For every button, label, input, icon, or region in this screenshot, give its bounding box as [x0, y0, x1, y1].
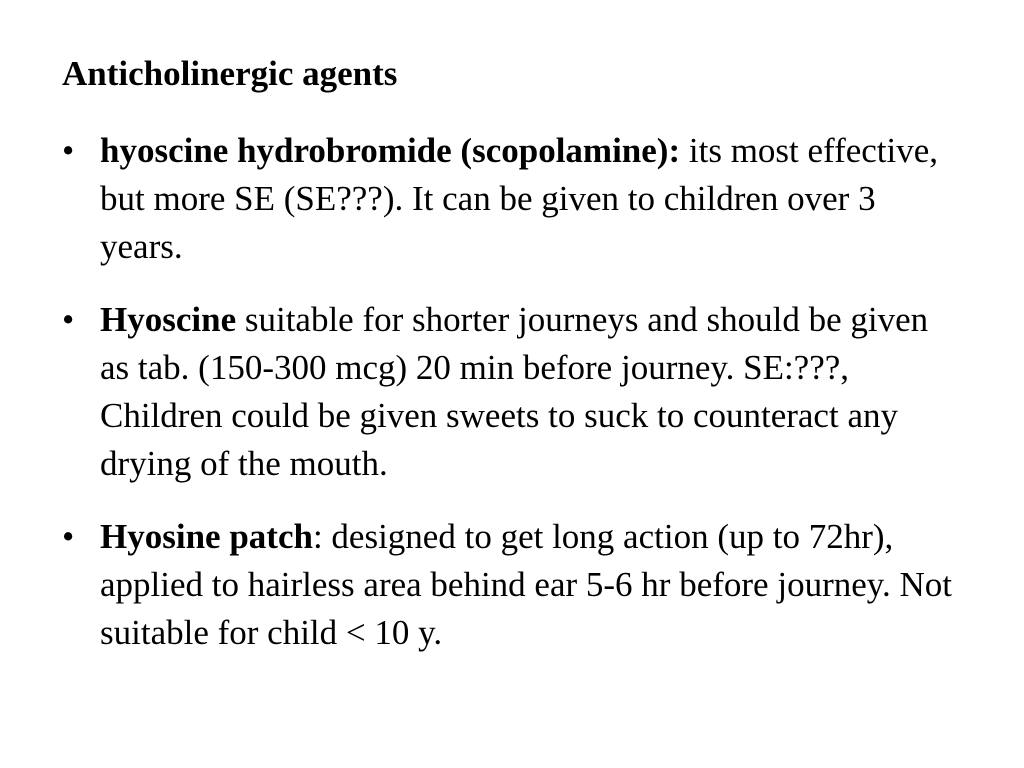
bullet-icon: • — [62, 300, 75, 339]
bullet-text: : designed to get long action (up to 72hr), applied to hairless area behind ear 5-6 hr before journey. Not suitable for child < 10 y. — [100, 517, 952, 652]
slide-title: Anticholinergic agents — [62, 54, 398, 93]
bullet-item-hyoscine-hydrobromide — [62, 127, 962, 271]
bullet-icon: • — [62, 517, 75, 556]
bullet-term: Hyoscine — [100, 300, 237, 339]
bullet-text: suitable for shorter journeys and should be given as tab. (150-300 mcg) 20 min before journey. SE:???, Children could be given sweets to suck to counteract any drying of the mouth. — [100, 300, 929, 483]
bullet-list — [62, 127, 962, 657]
bullet-icon: • — [62, 131, 75, 170]
bullet-term: hyoscine hydrobromide (scopolamine): — [100, 131, 681, 170]
bullet-item-hyosine-patch — [62, 513, 962, 657]
bullet-term: Hyosine patch — [100, 517, 313, 556]
bullet-text: its most effective, but more SE (SE???). It can be given to children over 3 years. — [100, 131, 939, 266]
bullet-item-hyoscine — [62, 296, 962, 488]
